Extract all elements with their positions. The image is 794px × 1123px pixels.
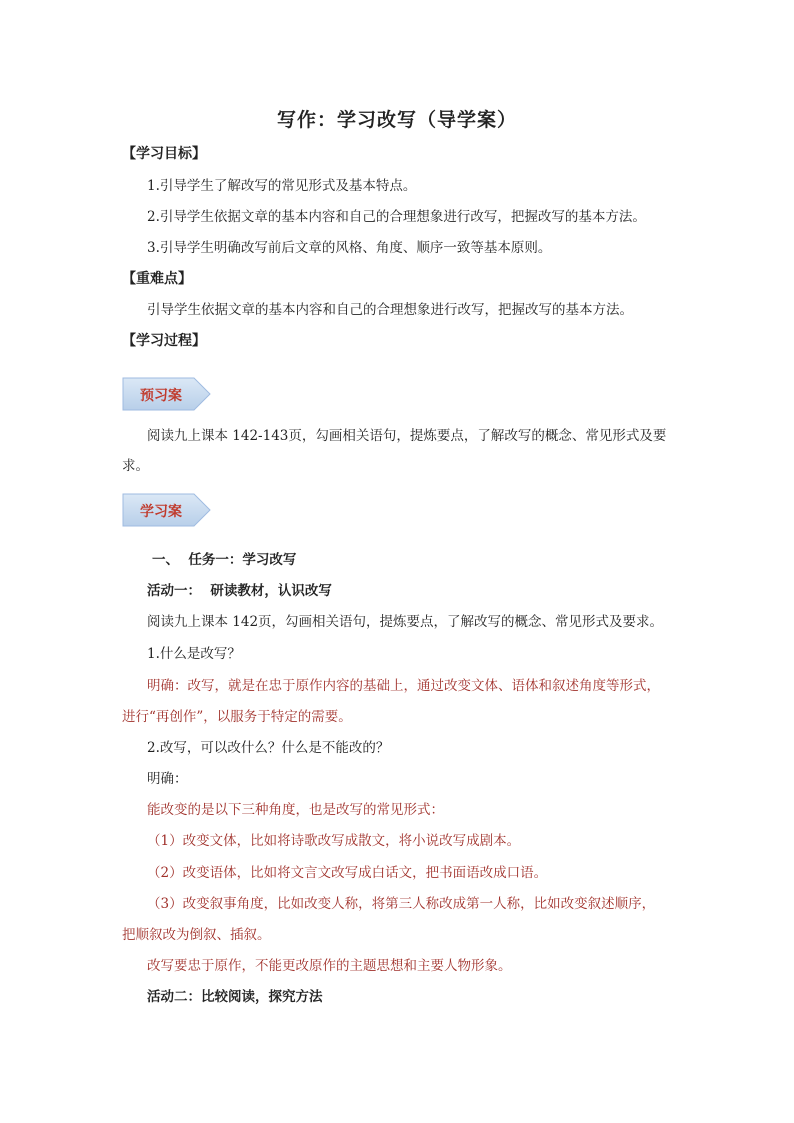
preview-banner (122, 377, 212, 411)
study-banner-label: 学习案 (140, 504, 182, 520)
question-1: 1.什么是改写？ (147, 646, 241, 662)
answer-2-item: （1）改变文体，比如将诗歌改写成散文，将小说改写成剧本。 (147, 833, 521, 849)
goal-item: 1.引导学生了解改写的常见形式及基本特点。 (147, 178, 417, 194)
answer-2-item: （3）改变叙事角度，比如改变人称，将第三人称改成第一人称，比如改变叙述顺序， (147, 896, 656, 912)
key-heading: 【重难点】 (122, 271, 192, 287)
process-heading: 【学习过程】 (122, 333, 206, 349)
answer-1-cont: 进行“再创作”，以服务于特定的需要。 (122, 709, 352, 725)
answer-2-intro: 能改变的是以下三种角度，也是改写的常见形式： (147, 802, 444, 818)
question-2: 2.改写，可以改什么？什么是不能改的？ (147, 740, 390, 756)
activity-heading: 活动一： 研读教材，认识改写 (147, 583, 332, 599)
answer-2-label: 明确： (147, 771, 188, 787)
preview-text-cont: 求。 (122, 458, 149, 474)
page-title: 写作：学习改写（导学案） (276, 109, 517, 131)
answer-2-item: （2）改变语体，比如将文言文改写成白话文，把书面语改成口语。 (147, 865, 548, 881)
goal-item: 3.引导学生明确改写前后文章的风格、角度、顺序一致等基本原则。 (147, 240, 552, 256)
answer-1: 明确：改写，就是在忠于原作内容的基础上，通过改变文体、语体和叙述角度等形式， (147, 678, 660, 694)
goal-item: 2.引导学生依据文章的基本内容和自己的合理想象进行改写，把握改写的基本方法。 (147, 209, 646, 225)
answer-2-note: 改写要忠于原作，不能更改原作的主题思想和主要人物形象。 (147, 958, 512, 974)
preview-banner-label: 预习案 (140, 388, 182, 404)
preview-text: 阅读九上课本 142-143页，勾画相关语句，提炼要点，了解改写的概念、常见形式及要 (147, 428, 667, 444)
study-banner (122, 493, 212, 527)
activity-heading: 活动二：比较阅读，探究方法 (147, 989, 323, 1005)
goals-heading: 【学习目标】 (122, 146, 206, 162)
task-heading: 一、 任务一：学习改写 (152, 552, 297, 568)
activity-text: 阅读九上课本 142页，勾画相关语句，提炼要点，了解改写的概念、常见形式及要求。 (147, 614, 664, 630)
answer-2-item-cont: 把顺叙改为倒叙、插叙。 (122, 927, 271, 943)
key-text: 引导学生依据文章的基本内容和自己的合理想象进行改写，把握改写的基本方法。 (147, 302, 633, 318)
